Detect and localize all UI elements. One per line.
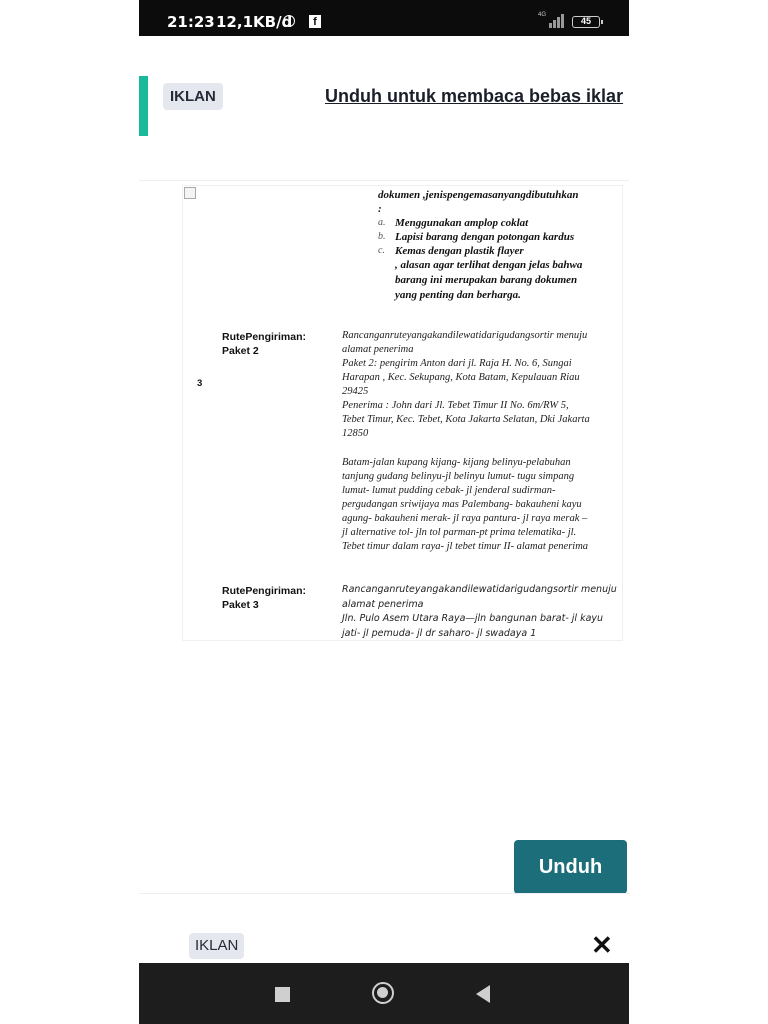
divider	[139, 180, 629, 181]
doc-text: dokumen ,jenispengemasanyangdibutuhkan	[378, 189, 579, 201]
navigation-bar	[139, 963, 629, 1024]
list-letter: b.	[378, 231, 386, 242]
battery-icon: 45	[572, 16, 600, 28]
text-line: Paket 2: pengirim Anton dari jl. Raja H. No. 6, Sungai	[342, 358, 572, 369]
route-label: RutePengiriman:	[222, 331, 307, 343]
status-time: 21:23	[167, 13, 215, 31]
download-button[interactable]: Unduh	[514, 840, 627, 894]
ad-badge: IKLAN	[189, 933, 244, 959]
home-icon[interactable]	[372, 982, 394, 1004]
status-speed: 12,1KB/d	[216, 13, 293, 31]
text-line: Jln. Pulo Asem Utara Raya—jln bangunan barat- jl kayu	[342, 613, 604, 624]
list-letter: a.	[378, 217, 386, 228]
text-line: alamat penerima	[342, 598, 424, 610]
download-ad-free-link[interactable]: Unduh untuk membaca bebas iklar	[325, 86, 624, 106]
text-line: 12850	[342, 428, 369, 439]
divider	[139, 893, 629, 894]
text-line: jl alternative tol- jln tol parman-pt prima telematika- jl.	[342, 527, 577, 538]
text-line: lumut- lumut pudding cebak- jl jenderal sudirman-	[342, 485, 556, 496]
list-item: Kemas dengan plastik flayer	[395, 245, 524, 257]
broken-image-icon	[184, 187, 196, 199]
text-line: tanjung gudang belinyu-jl belinyu lumut- tugu simpang	[342, 471, 575, 482]
text-line: Rancanganruteyangakandilewatidarigudangsortir menuju	[342, 584, 617, 595]
paket2-route	[342, 456, 622, 554]
document-page[interactable]	[182, 185, 623, 641]
close-icon[interactable]: ✕	[591, 930, 613, 960]
doc-text: :	[378, 203, 382, 215]
network-type: 4G	[538, 12, 547, 18]
paket2-details	[342, 329, 622, 441]
paket3-details	[342, 583, 622, 641]
recent-apps-icon[interactable]	[275, 987, 290, 1002]
status-bar	[139, 0, 629, 36]
alarm-icon	[283, 15, 295, 27]
text-line: Harapan , Kec. Sekupang, Kota Batam, Kepulauan Riau	[342, 372, 580, 383]
row-number: 3	[197, 378, 203, 389]
route-label: RutePengiriman:	[222, 585, 307, 597]
list-item: Lapisi barang dengan potongan kardus	[395, 231, 575, 243]
text-line: jati- jl pemuda- jl dr saharo- jl swadaya 1	[342, 627, 537, 639]
text-line: alamat penerima	[342, 344, 414, 355]
text-line: agung- bakauheni merak- jl raya pantura- jl raya merak –	[342, 513, 588, 524]
route-paket: Paket 3	[222, 599, 259, 611]
facebook-icon: f	[309, 15, 321, 28]
text-line: Tebet timur dalam raya- jl tebet timur II- alamat penerima	[342, 541, 589, 552]
list-item: Menggunakan amplop coklat	[395, 217, 529, 229]
doc-text: , alasan agar terlihat dengan jelas bahwa	[395, 259, 583, 271]
list-letter: c.	[378, 245, 385, 256]
back-icon[interactable]	[476, 985, 490, 1003]
signal-icon	[539, 14, 565, 28]
text-line: Penerima : John dari Jl. Tebet Timur II No. 6m/RW 5,	[342, 400, 569, 411]
text-line: Batam-jalan kupang kijang- kijang belinyu-pelabuhan	[342, 457, 571, 468]
doc-text: barang ini merupakan barang dokumen	[395, 274, 578, 286]
text-line: 29425	[342, 386, 369, 397]
text-line: pergudangan sriwijaya mas Palembang- bakauheni kayu	[342, 499, 582, 510]
ad-accent-bar	[139, 76, 148, 136]
text-line: Tebet Timur, Kec. Tebet, Kota Jakarta Selatan, Dki Jakarta	[342, 414, 590, 425]
doc-text: yang penting dan berharga.	[395, 289, 521, 301]
text-line: Rancanganruteyangakandilewatidarigudangsortir menuju	[342, 330, 588, 341]
ad-badge: IKLAN	[163, 83, 223, 110]
app-screen	[139, 0, 629, 1024]
route-paket: Paket 2	[222, 345, 259, 357]
